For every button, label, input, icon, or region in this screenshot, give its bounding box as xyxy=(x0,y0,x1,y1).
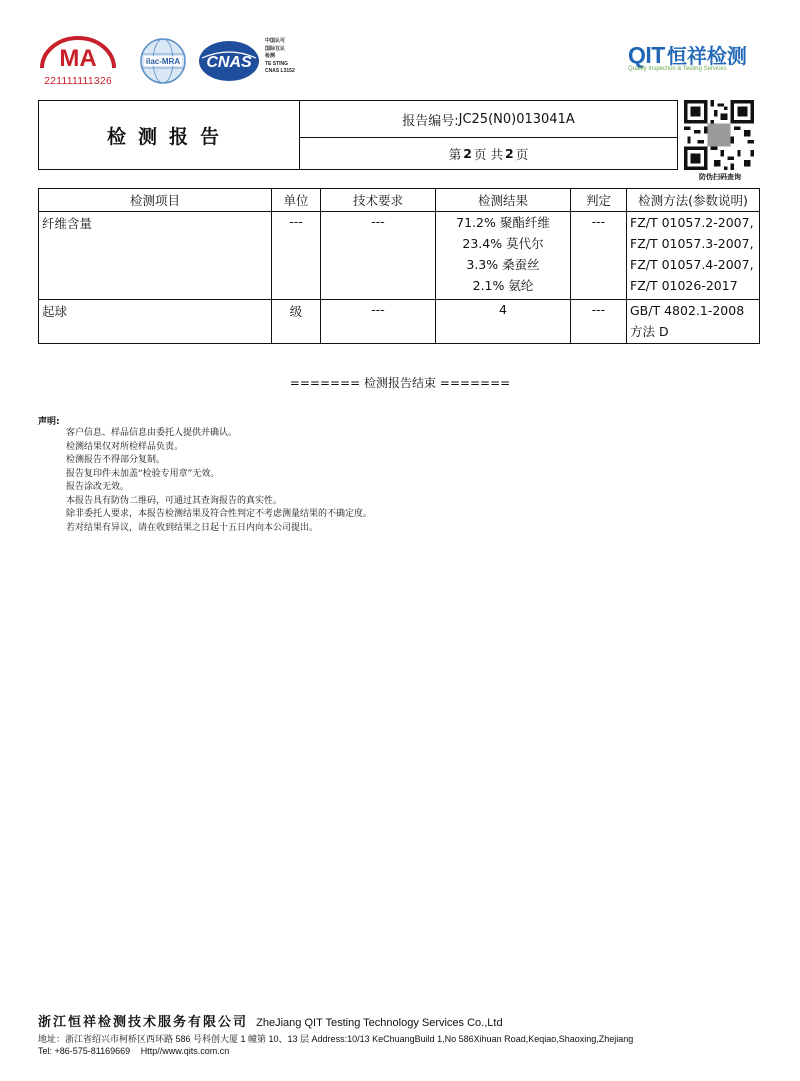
footer-address: 地址：浙江省绍兴市柯桥区西环路 586 号科创大厦 1 幢第 10、13 层 Address:10/13 KeChuangBuild 1,No 586Xihuan Road,Keqiao,Shaoxing,Zhejiang xyxy=(38,1034,634,1044)
ilac-globe-icon xyxy=(135,36,191,86)
table-row xyxy=(39,300,760,344)
cnas-logo xyxy=(198,40,260,82)
report-number-value: JC25(N0)013041A xyxy=(458,111,575,127)
cma-number: 221111111326 xyxy=(44,75,112,87)
qit-slogan: Quality Inspection & Testing Services xyxy=(628,66,727,72)
cell-result: 4 xyxy=(436,300,571,344)
qr-caption: 防伪扫码查询 xyxy=(699,173,741,181)
list-item: 除非委托人要求，本报告检测结果及符合性判定不考虑测量结果的不确定度。 xyxy=(66,509,373,519)
col-header-unit: 单位 xyxy=(272,189,321,212)
cell-unit: --- xyxy=(272,212,321,300)
footer-contact xyxy=(38,1046,237,1056)
cell-item: 纤维含量 xyxy=(39,212,272,300)
cell-result: 71.2% 聚酯纤维 23.4% 莫代尔 3.3% 桑蚕丝 2.1% 氨纶 xyxy=(436,212,571,300)
col-header-method: 检测方法(参数说明) xyxy=(627,189,760,212)
list-item: 报告复印件未加盖“检验专用章”无效。 xyxy=(66,468,220,479)
ilac-mra-logo xyxy=(135,36,191,86)
col-header-result: 检测结果 xyxy=(436,189,571,212)
footer-company xyxy=(38,1011,503,1030)
list-item: 检测报告不得部分复制。 xyxy=(66,455,166,465)
cell-judgement: --- xyxy=(571,300,627,344)
qit-logo xyxy=(628,40,768,80)
cell-requirement: --- xyxy=(321,300,436,344)
footer-tel: Tel: +86-575-81169669 xyxy=(38,1046,131,1056)
svg-text:CNAS: CNAS xyxy=(206,54,252,71)
report-title-box xyxy=(38,100,678,170)
cell-method: FZ/T 01057.2-2007, FZ/T 01057.3-2007, FZ/T 01057.4-2007, FZ/T 01026-2017 xyxy=(627,212,760,300)
cell-unit: 级 xyxy=(272,300,321,344)
statement-section xyxy=(38,414,373,533)
statement-list xyxy=(66,427,526,535)
svg-text:MA: MA xyxy=(59,45,97,72)
list-item: 若对结果有异议，请在收到结果之日起十五日内向本公司提出。 xyxy=(66,522,319,533)
qit-brand: QIT xyxy=(628,42,665,68)
cnas-mark-icon xyxy=(198,40,260,82)
page-indicator: 第 2 页 共 2 页 xyxy=(448,146,529,162)
list-item: 客户信息、样品信息由委托人提供并确认。 xyxy=(66,428,238,438)
col-header-item: 检测项目 xyxy=(39,189,272,212)
report-end-mark: ======= 检测报告结束 ======= xyxy=(289,376,511,390)
svg-text:ilac-MRA: ilac-MRA xyxy=(145,57,181,66)
results-table xyxy=(38,188,760,344)
footer-company-cn: 浙江恒祥检测技术服务有限公司 xyxy=(38,1015,249,1030)
footer-website-link[interactable]: Http//www.qits.com.cn xyxy=(140,1046,230,1056)
qr-code-icon[interactable] xyxy=(684,100,754,170)
cell-requirement: --- xyxy=(321,212,436,300)
cell-method: GB/T 4802.1-2008 方法 D xyxy=(627,300,760,344)
qit-cn-name: 恒祥检测 xyxy=(666,46,747,68)
col-header-judgement: 判定 xyxy=(571,189,627,212)
page-total: 2 xyxy=(504,146,514,161)
report-title: 检测报告 xyxy=(39,101,300,169)
footer-company-en: ZheJiang QIT Testing Technology Services Co.,Ltd xyxy=(256,1017,503,1029)
report-number: 报告编号: JC25(N0)013041A xyxy=(300,101,677,138)
cell-judgement: --- xyxy=(571,212,627,300)
table-row xyxy=(39,212,760,300)
list-item: 检测结果仅对所检样品负责。 xyxy=(66,441,184,452)
table-header-row xyxy=(39,189,760,212)
cma-mark-icon xyxy=(36,34,120,74)
page-current: 2 xyxy=(463,146,472,161)
statement-title: 声明: xyxy=(38,417,60,427)
cell-item: 起球 xyxy=(39,300,272,344)
list-item: 本报告具有防伪二维码，可通过其查询报告的真实性。 xyxy=(66,495,283,506)
list-item: 报告涂改无效。 xyxy=(66,482,130,492)
col-header-requirement: 技术要求 xyxy=(321,189,436,212)
cma-logo xyxy=(36,34,120,90)
cnas-accreditation-text: 中国认可 国际互认 检测 TE STING CNAS L3152 xyxy=(265,38,295,74)
